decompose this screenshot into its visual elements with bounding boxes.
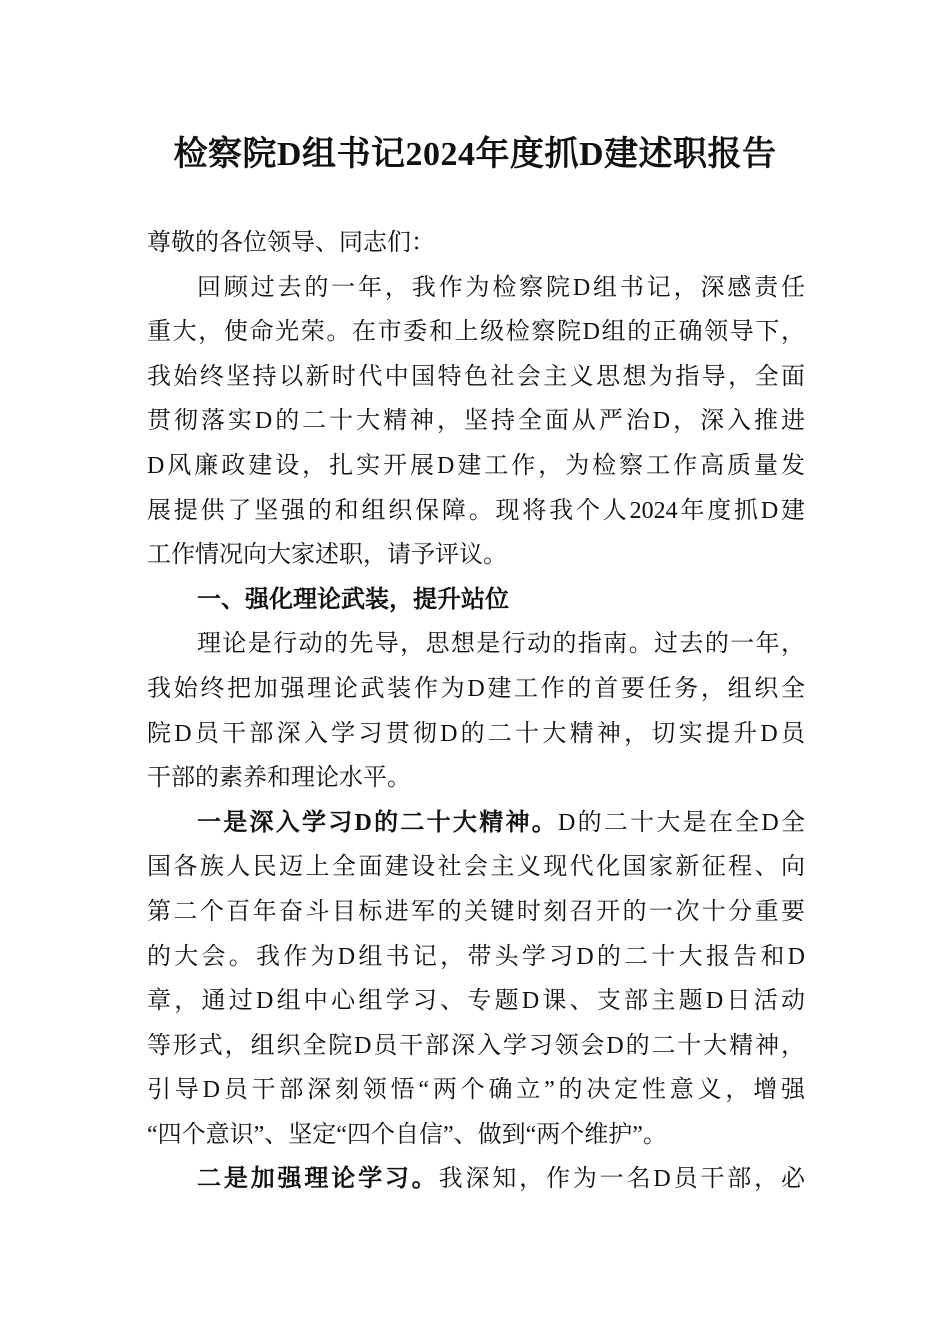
paragraph-line [147,1113,805,1158]
line-text: 第二个百年奋斗目标进军的关键时刻召开的一次十分重要 [147,898,805,925]
paragraph-line [147,979,805,1024]
paragraph-lead: 一是深入学习D的二十大精神。 [197,809,558,836]
line-text: 我始终把加强理论武装作为D建工作的首要任务，组织全 [147,675,805,702]
line-text: 尊敬的各位领导、同志们： [147,230,435,256]
paragraph-line [147,801,805,846]
line-text: 引导D员干部深刻领悟“两个确立”的决定性意义，增强 [147,1077,805,1104]
document-body [147,221,805,1202]
paragraph-line [147,756,805,801]
line-text: 院D员干部深入学习贯彻D的二十大精神，切实提升D员 [147,720,805,747]
paragraph-line [147,667,805,712]
paragraph-line [147,1024,805,1069]
line-text: 国各族人民迈上全面建设社会主义现代化国家新征程、向 [147,854,805,881]
line-text: 我始终坚持以新时代中国特色社会主义思想为指导，全面 [147,363,805,390]
line-text: 干部的素养和理论水平。 [147,765,411,792]
paragraph-line [147,1068,805,1113]
paragraph-line [147,533,805,578]
paragraph-line [147,935,805,980]
line-text: 的大会。我作为D组书记，带头学习D的二十大报告和D [147,943,805,970]
paragraph-line [147,310,805,355]
paragraph-line [147,712,805,757]
line-text: 我深知，作为一名D员干部，必 [438,1166,805,1193]
line-text: 回顾过去的一年，我作为检察院D组书记，深感责任 [197,274,805,301]
paragraph-lead: 二是加强理论学习。 [197,1166,439,1193]
line-text: 一、强化理论武装，提升站位 [197,586,509,613]
document-title: 检察院D组书记2024年度抓D建述职报告 [173,136,777,173]
line-text: 重大，使命光荣。在市委和上级检察院D组的正确领导下， [147,319,805,346]
paragraph-line [147,1157,805,1202]
paragraph-line [147,489,805,534]
line-text: D的二十大是在全D全 [557,809,805,836]
line-text: D风廉政建设，扎实开展D建工作，为检察工作高质量发 [147,452,805,479]
salutation [147,221,805,266]
line-text: 贯彻落实D的二十大精神，坚持全面从严治D，深入推进 [147,408,805,435]
section-heading [147,578,805,623]
paragraph-line [147,399,805,444]
paragraph-line [147,622,805,667]
line-text: 展提供了坚强的和组织保障。现将我个人2024年度抓D建 [147,497,805,524]
paragraph-line [147,355,805,400]
paragraph-line [147,845,805,890]
line-text: 等形式，组织全院D员干部深入学习领会D的二十大精神， [147,1032,805,1059]
line-text: “四个意识”、坚定“四个自信”、做到“两个维护”。 [147,1121,667,1148]
line-text: 工作情况向大家述职，请予评议。 [147,542,507,569]
paragraph-line [147,266,805,311]
paragraph-line [147,890,805,935]
line-text: 理论是行动的先导，思想是行动的指南。过去的一年， [197,631,805,658]
line-text: 章，通过D组中心组学习、专题D课、支部主题D日活动 [147,988,805,1015]
paragraph-line [147,444,805,489]
